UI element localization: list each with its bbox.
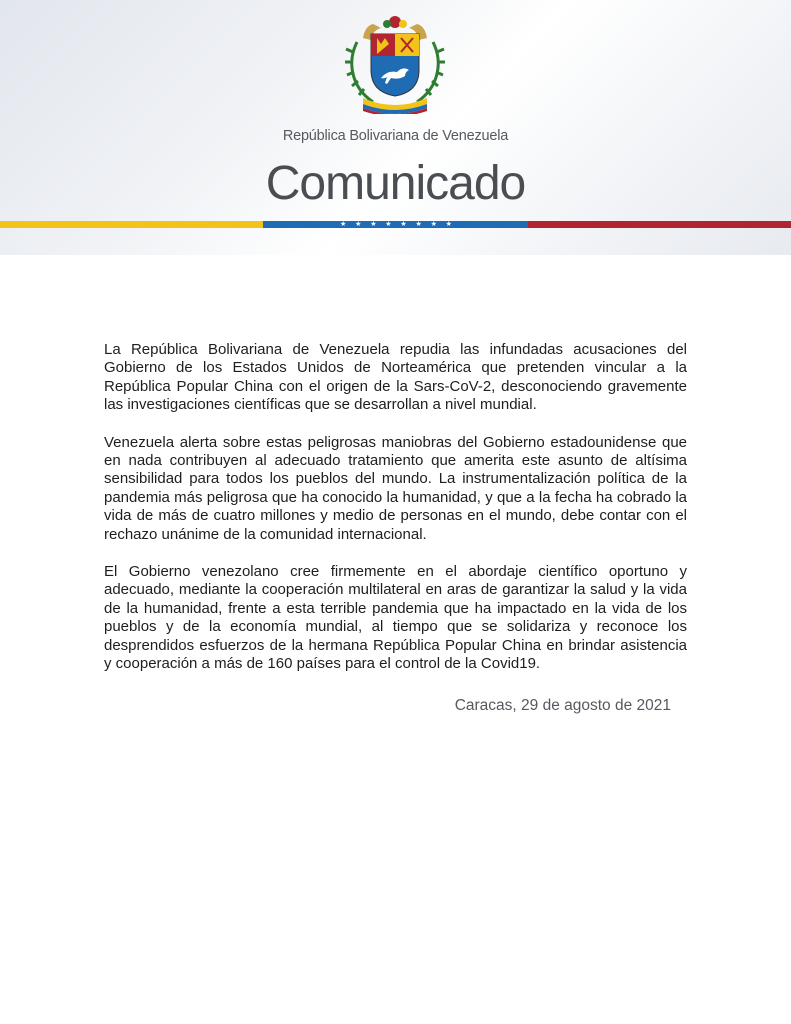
- paragraph: La República Bolivariana de Venezuela repudia las infundadas acusaciones del Gobierno de los Estados Unidos de Norteamérica que pretenden vincular a la República Popular China con el origen de la Sars-CoV-2, desconociendo gravemente las investigaciones científicas que se desarrollan a nivel mundial.: [104, 341, 687, 414]
- star-icon: ★: [445, 220, 452, 228]
- flag-stars: [340, 219, 452, 229]
- paragraph: El Gobierno venezolano cree firmemente en el abordaje científico oportuno y adecuado, mediante la cooperación multilateral en aras de garantizar la salud y la vida de la humanidad, frente a esta terrible pandemia que ha impactado en la vida de los pueblos y de la economía mundial, al tiempo que se solidariza y reconoce los desprendidos esfuerzos de la hermana República Popular China en brindar asistencia y cooperación a más de 160 países para el control de la Covid19.: [104, 563, 687, 673]
- flag-red-segment: [528, 221, 791, 228]
- paragraph: Venezuela alerta sobre estas peligrosas maniobras del Gobierno estadounidense que en nada contribuyen al adecuado tratamiento que amerita este asunto de altísima sensibilidad para todos los pueblos del mundo. La instrumentalización política de la pandemia más peligrosa que ha conocido la humanidad, y que a la fecha ha cobrado la vida de más de cuatro millones y medio de personas en el mundo, debe contar con el rechazo unánime de la comunidad internacional.: [104, 433, 687, 543]
- date-line: Caracas, 29 de agosto de 2021: [454, 697, 671, 714]
- star-icon: ★: [355, 220, 362, 228]
- coat-of-arms-icon: [343, 12, 447, 114]
- star-icon: ★: [430, 220, 437, 228]
- star-icon: ★: [400, 220, 407, 228]
- country-name: República Bolivariana de Venezuela: [282, 128, 509, 144]
- communique-body: [104, 341, 687, 693]
- flag-yellow-segment: [0, 221, 263, 228]
- star-icon: ★: [415, 220, 422, 228]
- star-icon: ★: [385, 220, 392, 228]
- star-icon: ★: [340, 220, 347, 228]
- page-title: Comunicado: [265, 157, 526, 210]
- star-icon: ★: [370, 220, 377, 228]
